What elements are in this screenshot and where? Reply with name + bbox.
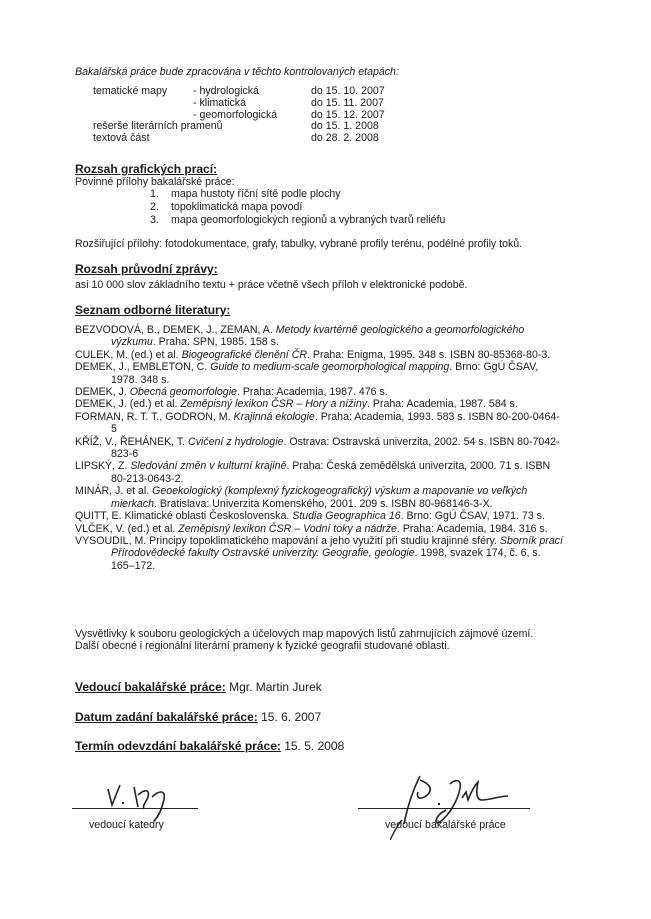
reference-title: Sborník prací Přírodovědecké fakulty Ostravské univerzity. Geografie, geologie: [111, 534, 563, 560]
reference-item: [75, 349, 565, 361]
reference-title: Biogeografické členění ČR: [181, 348, 307, 361]
reference-title: Zeměpisný lexikon ČSR – Hory a nížiny: [180, 398, 368, 411]
schedule-subtask: - klimatická: [193, 96, 246, 109]
reference-title: Studia Geographica 16: [292, 510, 401, 523]
right-signature-caption: vedoucí bakalářské práce: [385, 819, 506, 831]
reference-authors: MINÁR, J. et al.: [75, 485, 153, 498]
schedule-table: [93, 85, 423, 144]
reference-item: [75, 523, 565, 535]
extended-appendices: Rozšiřující přílohy: fotodokumentace, grafy, tabulky, vybrané profily terénu, podélné profily toků.: [75, 238, 523, 250]
assigned-date-field: [75, 711, 321, 723]
reference-details: . Ostrava: Ostravská univerzita, 2002. 54 s. ISBN 80-7042-823-6: [111, 435, 560, 461]
reference-details: . Praha: Academia, 1984. 316 s.: [396, 522, 548, 535]
note-item: Vysvětlivky k souboru geologických a účelových map mapových listů zahrnujících zájmové území.: [75, 628, 534, 640]
supervisor-field: [75, 681, 322, 693]
reference-title: Krajinná ekologie: [233, 410, 315, 423]
reference-item: [75, 324, 565, 349]
schedule-date: do 15. 1. 2008: [311, 120, 379, 133]
supervisor-value: Mgr. Martin Jurek: [225, 680, 322, 694]
mandatory-appendices-label: Povinné přílohy bakalářské práce:: [75, 176, 235, 188]
schedule-task: tematické mapy: [93, 85, 168, 97]
reference-authors: LIPSKÝ, Z.: [75, 460, 131, 473]
reference-authors: DEMEK, J.: [75, 386, 130, 399]
deadline-value: 15. 5. 2008: [280, 739, 345, 753]
reference-title: Zeměpisný lexikon ČSR – Vodní toky a nádrže: [178, 522, 397, 535]
reference-item: [75, 460, 565, 485]
schedule-row: [93, 85, 423, 97]
reference-authors: KŘÍŽ, V., ŘEHÁNEK, T.: [75, 435, 189, 448]
head-of-department-signature: [100, 775, 200, 825]
reference-details: . Praha: Academia, 1987. 476 s.: [236, 386, 388, 399]
reference-item: [75, 436, 565, 461]
reference-details: . Praha: Enigma, 1995. 348 s. ISBN 80-85368-80-3.: [307, 348, 551, 361]
reference-item: [75, 485, 565, 510]
schedule-task: rešerše literárních pramenů: [93, 120, 223, 133]
note-item: Další obecné i regionální literární prameny k fyzické geografii studované oblasti.: [75, 640, 450, 653]
literature-heading: Seznam odborné literatury:: [75, 303, 231, 317]
reference-authors: DEMEK, J. (ed.) et al.: [75, 398, 181, 411]
reference-details: . Brno: GgÚ ČSAV, 1971. 73 s.: [400, 510, 545, 523]
reference-authors: VLČEK, V. (ed.) et al.: [75, 522, 179, 535]
reference-details: . Bratislava: Univerzita Komenského, 2001. 209 s. ISBN 80-968146-3-X.: [153, 497, 493, 510]
schedule-date: do 15. 12. 2007: [311, 108, 385, 121]
reference-details: . 1998, svazek 174, č. 6, s. 165–172.: [111, 547, 541, 572]
reference-title: Sledování změn v kulturní krajině: [130, 460, 287, 473]
assigned-date-value: 15. 6. 2007: [257, 710, 322, 724]
list-number: 2.: [150, 200, 159, 213]
reference-authors: FORMAN, R. T. T., GODRON, M.: [75, 410, 234, 423]
reference-item: [75, 361, 565, 386]
reference-authors: DEMEK, J., EMBLETON, C.: [75, 361, 211, 374]
supervisor-label: Vedoucí bakalářské práce:: [75, 680, 226, 694]
reference-details: . Brno: GgÚ ČSAV, 1978. 348 s.: [111, 361, 539, 386]
schedule-task: textová část: [93, 132, 150, 145]
schedule-row: [93, 109, 423, 121]
left-signature-caption: vedoucí katedry: [89, 819, 164, 831]
reference-item: [75, 386, 565, 398]
report-text: asi 10 000 slov základního textu + práce včetně všech příloh v elektronické podobě.: [75, 279, 468, 291]
list-number: 3.: [150, 213, 159, 226]
reference-item: [75, 510, 565, 522]
reference-authors: BEZVODOVÁ, B., DEMEK, J., ZEMAN, A.: [75, 324, 276, 336]
list-number: 1.: [150, 188, 159, 200]
literature-list: [75, 324, 565, 572]
signature-line: [358, 808, 530, 809]
assigned-date-label: Datum zadání bakalářské práce:: [75, 710, 258, 724]
reference-title: Cvičení z hydrologie: [188, 435, 284, 448]
schedule-intro: Bakalářská práce bude zpracována v těchto kontrolovaných etapách:: [75, 66, 399, 78]
schedule-subtask: - geomorfologická: [193, 108, 278, 121]
schedule-row: [93, 120, 423, 132]
schedule-row: [93, 132, 423, 144]
list-text: topoklimatická mapa povodí: [171, 200, 303, 213]
deadline-label: Termín odevzdání bakalářské práce:: [75, 739, 281, 753]
reference-authors: VYSOUDIL, M. Principy topoklimatického mapování a jeho využití při studiu krajinné sféry.: [75, 534, 500, 547]
reference-title: Guide to medium-scale geomorphological mapping: [210, 361, 450, 374]
schedule-subtask: - hydrologická: [193, 85, 259, 97]
report-heading: Rozsah průvodní zprávy:: [75, 262, 218, 276]
reference-authors: CULEK, M. (ed.) et al.: [75, 348, 182, 361]
graphics-heading: Rozsah grafických prací:: [75, 162, 218, 176]
reference-item: [75, 411, 565, 436]
additional-sources: [75, 628, 555, 653]
reference-title: Obecná geomorfologie: [129, 386, 237, 399]
schedule-date: do 28. 2. 2008: [311, 132, 379, 145]
reference-details: . Praha: Academia, 1987. 584 s.: [367, 398, 518, 411]
reference-item: [75, 398, 565, 410]
schedule-row: [93, 97, 423, 109]
reference-details: . Praha: Česká zemědělská univerzita, 2000. 71 s. ISBN 80-213-0643-2.: [111, 460, 551, 485]
signature-line: [72, 808, 198, 809]
reference-item: [75, 535, 565, 572]
deadline-field: [75, 740, 344, 752]
reference-authors: QUITT, E. Klimatické oblasti Československa.: [75, 510, 293, 523]
reference-title: Geoekologický (komplexný fyzickogeografický) výskum a mapovanie vo veľkých mierkach: [111, 485, 528, 510]
list-text: mapa geomorfologických regionů a vybraných tvarů reliéfu: [171, 213, 446, 226]
reference-title: Metody kvartérně geologického a geomorfologického výzkumu: [111, 324, 525, 349]
schedule-date: do 15. 11. 2007: [311, 96, 384, 109]
reference-details: . Praha: Academia, 1993. 583 s. ISBN 80-200-0464-5: [111, 410, 560, 436]
schedule-date: do 15. 10. 2007: [311, 85, 385, 97]
list-text: mapa hustoty říční sítě podle plochy: [171, 188, 341, 200]
reference-details: . Praha: SPN, 1985. 158 s.: [152, 336, 279, 349]
